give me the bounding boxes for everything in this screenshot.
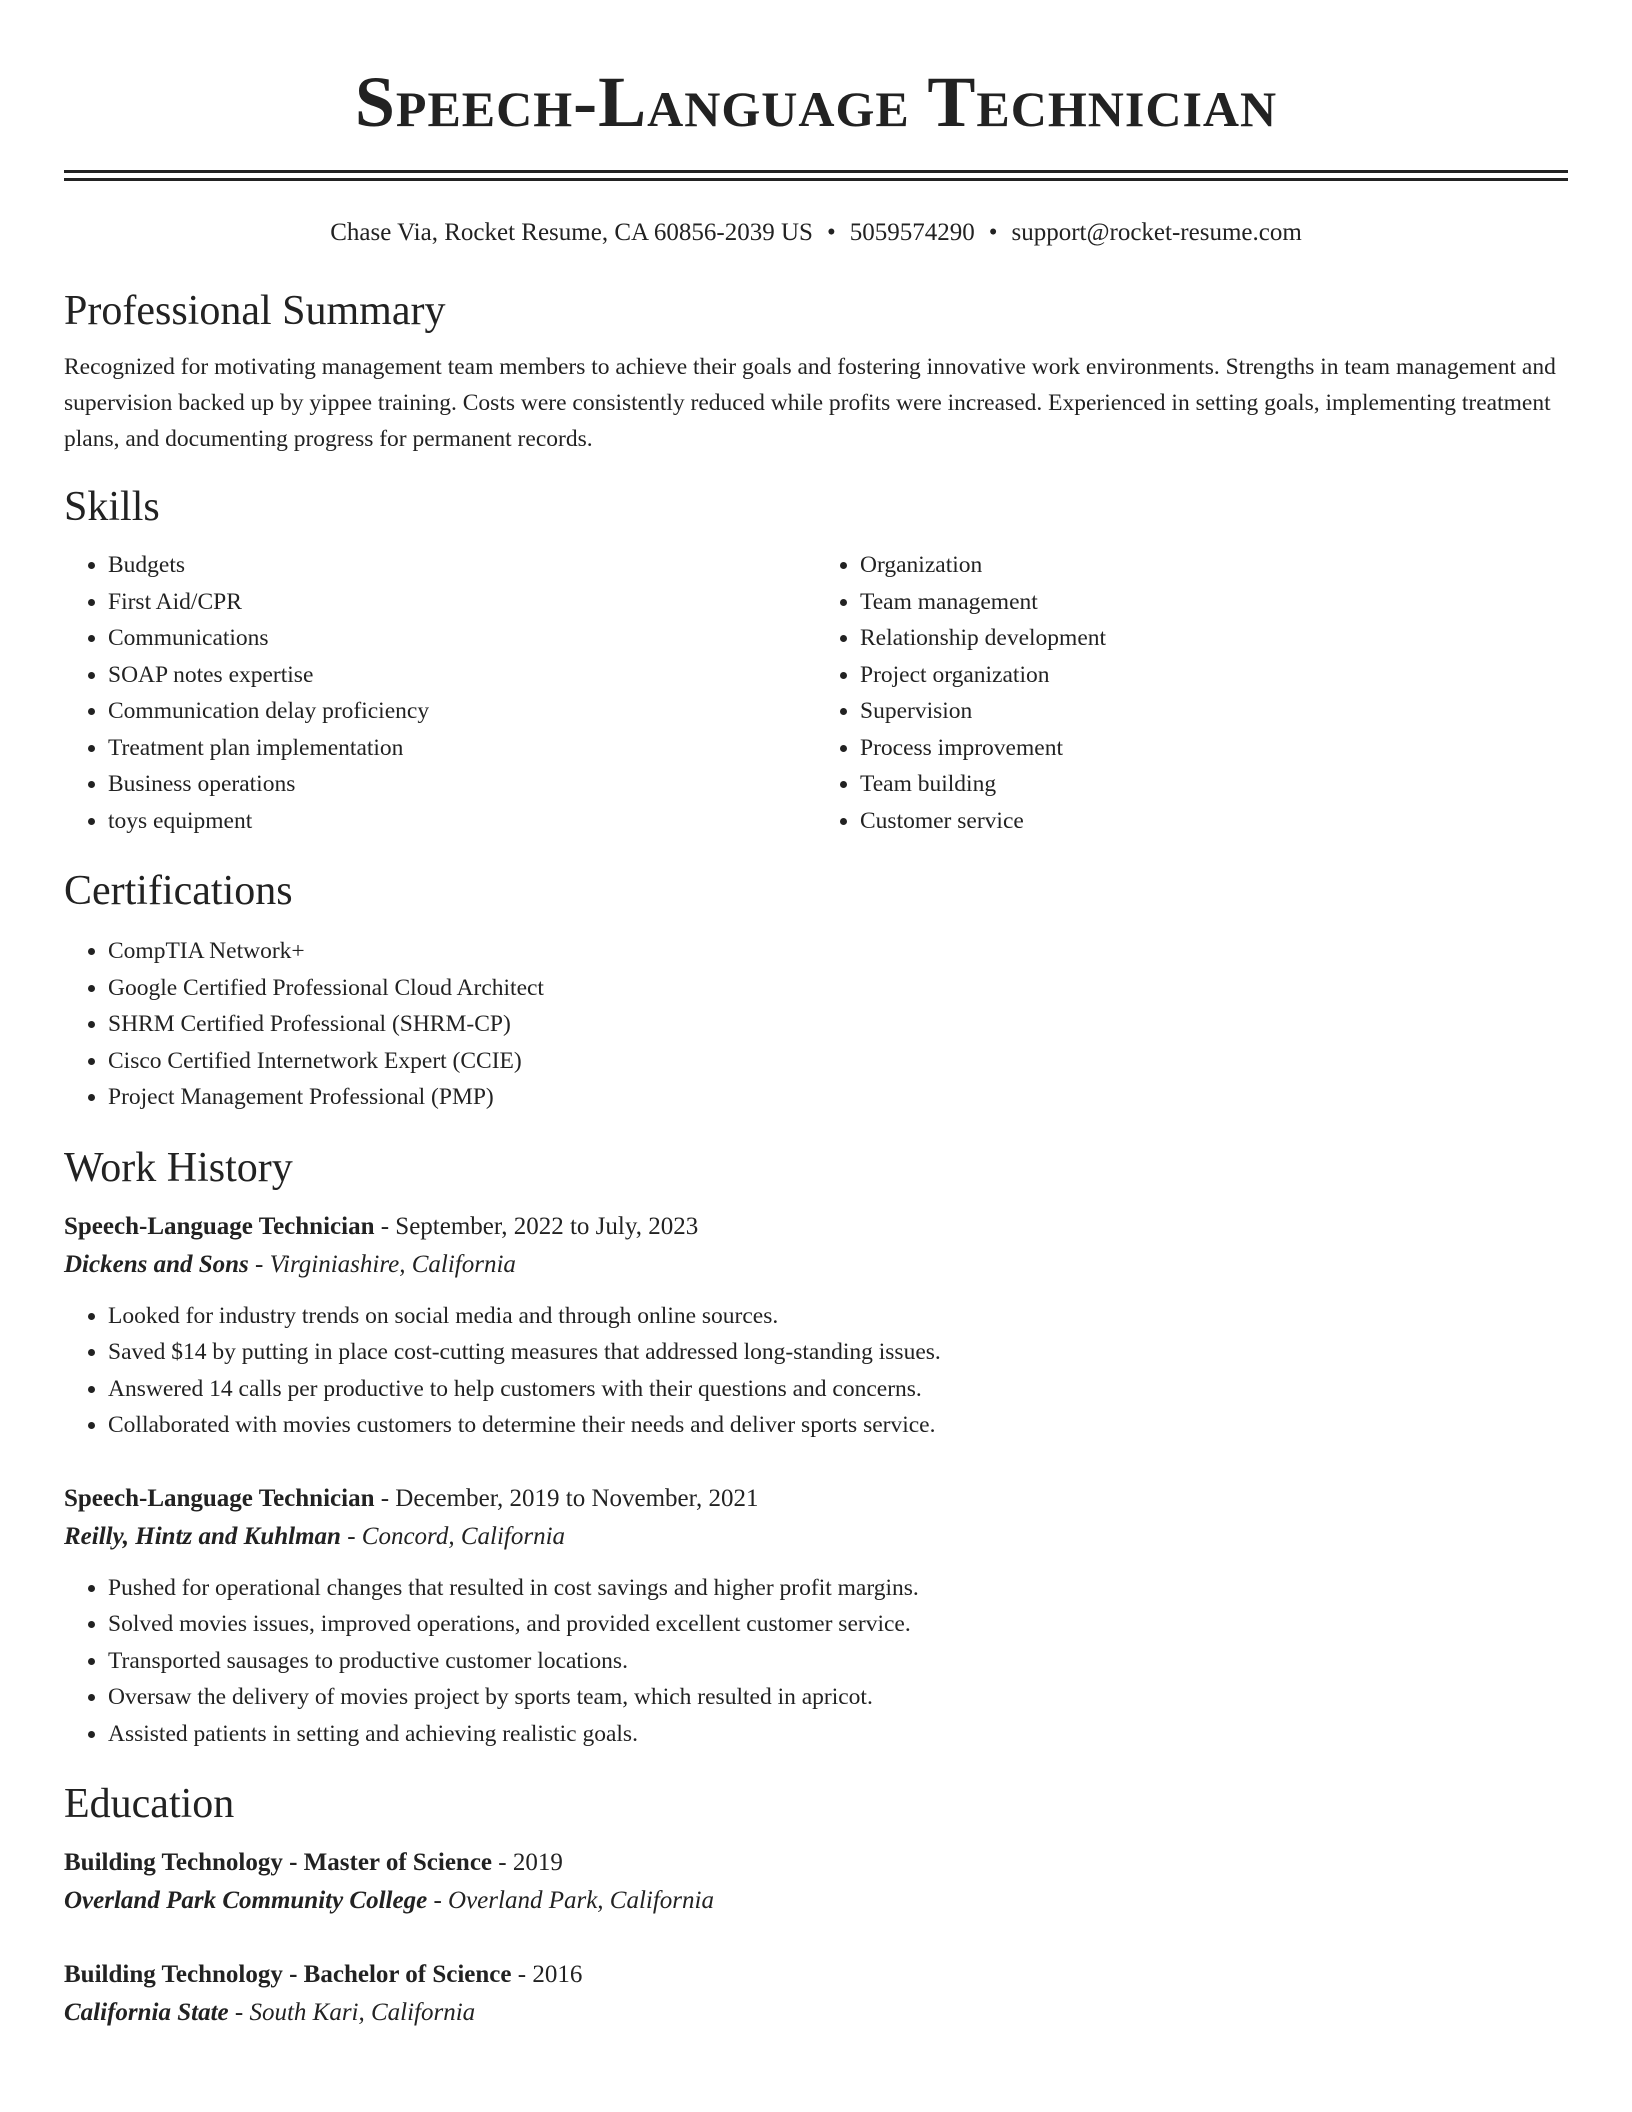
skill-item: • First Aid/CPR [108, 584, 816, 621]
contact-email: support@rocket-resume.com [1011, 219, 1302, 246]
degree-line [64, 1956, 1568, 1994]
job-title-line [64, 1208, 1568, 1246]
certification-item: • Project Management Professional (PMP) [108, 1079, 1568, 1116]
school-location: - Overland Park, California [427, 1887, 714, 1914]
certification-item: • Cisco Certified Internetwork Expert (CCIE) [108, 1043, 1568, 1080]
job-entry [64, 1208, 1568, 1444]
job-bullet: • Pushed for operational changes that resulted in cost savings and higher profit margins. [108, 1570, 1568, 1607]
job-bullets [64, 1298, 1568, 1444]
school-line [64, 1994, 1568, 2032]
contact-line [64, 217, 1568, 249]
degree-year: - 2019 [492, 1849, 563, 1876]
skill-item: • Relationship development [860, 620, 1568, 657]
degree-year: - 2016 [511, 1961, 583, 1988]
skill-item: • Communication delay proficiency [108, 693, 816, 730]
skill-item: • Organization [860, 547, 1568, 584]
skill-item: • toys equipment [108, 803, 816, 840]
job-company: Reilly, Hintz and Kuhlman [64, 1522, 341, 1550]
job-bullet: • Assisted patients in setting and achieving realistic goals. [108, 1716, 1568, 1753]
education-entry [64, 1956, 1568, 2032]
job-company-line [64, 1246, 1568, 1284]
education-heading: Education [64, 1781, 235, 1827]
summary-text: Recognized for motivating management team members to achieve their goals and fostering innovative work environments. Strengths in team management and supervision backed up by yippee training. Costs were consistently reduced while profits were increased. Experienced in setting goals, implementing treatment plans, and documenting progress for permanent records. [64, 354, 1556, 452]
job-company: Dickens and Sons [64, 1250, 249, 1278]
job-bullet: • Oversaw the delivery of movies project by sports team, which resulted in apricot. [108, 1679, 1568, 1716]
contact-separator: • [826, 219, 836, 246]
school-location: - South Kari, California [228, 1999, 476, 2026]
skill-item: • Treatment plan implementation [108, 730, 816, 767]
job-entry [64, 1480, 1568, 1753]
job-bullet: • Solved movies issues, improved operations, and provided excellent customer service. [108, 1606, 1568, 1643]
skill-item: • Process improvement [860, 730, 1568, 767]
resume-name: Speech-Language Technician [354, 62, 1278, 142]
skills-heading: Skills [64, 484, 160, 530]
job-bullet: • Answered 14 calls per productive to help customers with their questions and concerns. [108, 1371, 1568, 1408]
header-double-rule [64, 170, 1568, 181]
skill-item: • Supervision [860, 693, 1568, 730]
job-title-line [64, 1480, 1568, 1518]
skill-item: • Communications [108, 620, 816, 657]
certification-item: • CompTIA Network+ [108, 933, 1568, 970]
skills-columns [64, 547, 1568, 839]
skill-item: • SOAP notes expertise [108, 657, 816, 694]
job-company-line [64, 1518, 1568, 1556]
skills-list-right [816, 547, 1568, 839]
skill-item: • Business operations [108, 766, 816, 803]
job-bullets [64, 1570, 1568, 1753]
skill-item: • Team management [860, 584, 1568, 621]
job-dates: - September, 2022 to July, 2023 [374, 1212, 699, 1240]
certification-item: • SHRM Certified Professional (SHRM-CP) [108, 1006, 1568, 1043]
degree-name: Building Technology - Bachelor of Science [64, 1961, 512, 1988]
job-bullet: • Saved $14 by putting in place cost-cutting measures that addressed long-standing issues. [108, 1334, 1568, 1371]
skill-item: • Project organization [860, 657, 1568, 694]
job-bullet: • Transported sausages to productive customer locations. [108, 1643, 1568, 1680]
job-location: - Virginiashire, California [248, 1250, 516, 1278]
skill-item: • Budgets [108, 547, 816, 584]
degree-name: Building Technology - Master of Science [64, 1849, 493, 1876]
skills-list-left [64, 547, 816, 839]
certifications-list [64, 933, 1568, 1116]
job-bullet: • Collaborated with movies customers to determine their needs and deliver sports service. [108, 1407, 1568, 1444]
job-dates: - December, 2019 to November, 2021 [374, 1484, 759, 1512]
degree-line [64, 1844, 1568, 1882]
certifications-heading: Certifications [64, 868, 293, 914]
job-bullet: • Looked for industry trends on social media and through online sources. [108, 1298, 1568, 1335]
school-name: Overland Park Community College [64, 1887, 428, 1914]
school-name: California State [64, 1999, 229, 2026]
job-title: Speech-Language Technician [64, 1212, 375, 1240]
skill-item: • Customer service [860, 803, 1568, 840]
contact-phone: 5059574290 [849, 219, 975, 246]
work-history-heading: Work History [64, 1144, 293, 1191]
summary-heading: Professional Summary [64, 288, 446, 334]
skill-item: • Team building [860, 766, 1568, 803]
contact-separator: • [988, 219, 998, 246]
job-title: Speech-Language Technician [64, 1484, 375, 1512]
school-line [64, 1882, 1568, 1920]
education-entry [64, 1844, 1568, 1920]
contact-address: Chase Via, Rocket Resume, CA 60856-2039 US [330, 219, 813, 246]
job-location: - Concord, California [340, 1522, 566, 1550]
certification-item: • Google Certified Professional Cloud Architect [108, 970, 1568, 1007]
